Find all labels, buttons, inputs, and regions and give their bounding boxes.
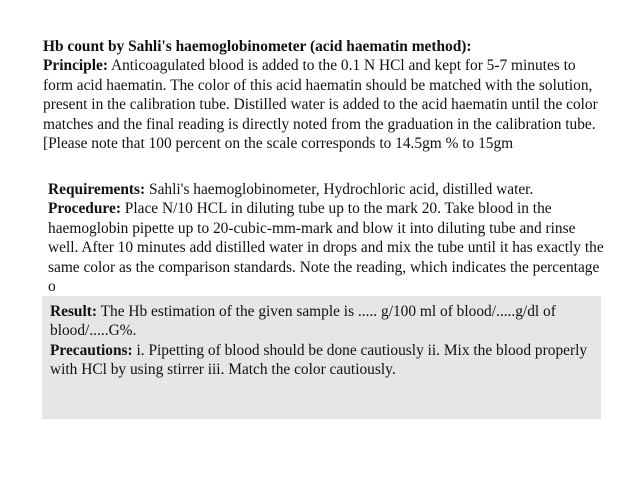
requirements-label: Requirements: bbox=[48, 181, 146, 198]
precautions-label: Precautions: bbox=[50, 341, 133, 359]
result-paragraph bbox=[50, 302, 595, 341]
section-title: Hb count by Sahli's haemoglobinometer (acid haematin method): bbox=[43, 38, 472, 55]
procedure-text: Place N/10 HCL in diluting tube up to the mark 20. Take blood in the haemoglobin pipette up to 20-cubic-mm-mark and blow it into diluting tube and rinse well. After 10 minutes add distilled water in drops and mix the tube until it has exactly the same color as the comparison standards. Note the reading, which indicates the percentage o bbox=[48, 200, 604, 296]
result-text: The Hb estimation of the given sample is ..... g/100 ml of blood/.....g/dl of blood/.....G%. bbox=[50, 303, 556, 340]
principle-label: Principle: bbox=[43, 57, 108, 75]
principle-text: Anticoagulated blood is added to the 0.1 N HCl and kept for 5-7 minutes to form acid haematin. The color of this acid haematin should be matched with the solution, present in the calibration tube. Distilled water is added to the acid haematin until the color matches and the final reading is directly noted from the graduation in the calibration tube. [Please note that 100 percent on the scale corresponds to 14.5gm % to 15gm bbox=[43, 57, 598, 153]
requirements-text: Sahli's haemoglobinometer, Hydrochloric acid, distilled water. bbox=[145, 181, 534, 198]
requirements-paragraph bbox=[48, 180, 608, 199]
result-label: Result: bbox=[50, 303, 98, 320]
precautions-paragraph bbox=[50, 341, 595, 380]
precautions-text: i. Pipetting of blood should be done cautiously ii. Mix the blood properly with HCl by using stirrer iii. Match the color cautiously. bbox=[50, 341, 588, 379]
procedure-paragraph bbox=[48, 199, 608, 296]
procedure-label: Procedure: bbox=[48, 200, 121, 218]
principle-paragraph bbox=[43, 56, 603, 153]
procedure-section bbox=[48, 180, 608, 296]
result-section bbox=[50, 302, 595, 380]
principle-section bbox=[43, 37, 603, 153]
